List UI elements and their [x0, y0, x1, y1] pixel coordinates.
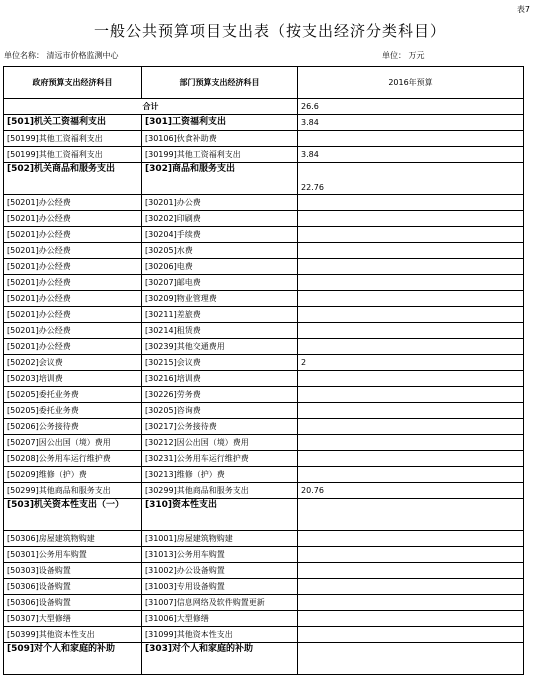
total-value: 26.6 — [298, 99, 524, 115]
dept-cell: [30204]手续费 — [142, 227, 298, 243]
dept-cell: [30205]水费 — [142, 243, 298, 259]
table-row — [4, 499, 524, 531]
dept-cell: [30212]因公出国（境）费用 — [142, 435, 298, 451]
value-cell — [298, 275, 524, 291]
gov-cell: [503]机关资本性支出（一） — [4, 499, 142, 531]
value-cell — [298, 387, 524, 403]
gov-cell: [501]机关工资福利支出 — [4, 115, 142, 131]
gov-cell: [50306]设备购置 — [4, 595, 142, 611]
gov-cell: [50201]办公经费 — [4, 339, 142, 355]
table-row — [4, 371, 524, 387]
value-cell — [298, 339, 524, 355]
gov-cell: [50201]办公经费 — [4, 243, 142, 259]
dept-cell: [30213]维修（护）费 — [142, 467, 298, 483]
dept-cell: [30209]物业管理费 — [142, 291, 298, 307]
gov-cell: [50199]其他工资福利支出 — [4, 147, 142, 163]
gov-cell: [50202]会议费 — [4, 355, 142, 371]
table-row — [4, 147, 524, 163]
table-row — [4, 291, 524, 307]
value-cell — [298, 195, 524, 211]
value-cell: 3.84 — [298, 147, 524, 163]
gov-cell: [50208]公务用车运行维护费 — [4, 451, 142, 467]
table-row — [4, 547, 524, 563]
dept-cell: [301]工资福利支出 — [142, 115, 298, 131]
table-row — [4, 563, 524, 579]
dept-cell: [31006]大型修缮 — [142, 611, 298, 627]
dept-cell: [30226]劳务费 — [142, 387, 298, 403]
value-cell — [298, 435, 524, 451]
gov-cell: [50201]办公经费 — [4, 291, 142, 307]
value-cell — [298, 499, 524, 531]
gov-cell: [50207]因公出国（境）费用 — [4, 435, 142, 451]
value-cell: 2 — [298, 355, 524, 371]
value-cell: 20.76 — [298, 483, 524, 499]
table-row — [4, 483, 524, 499]
value-cell — [298, 643, 524, 675]
total-label: 合计 — [4, 99, 298, 115]
value-cell — [298, 227, 524, 243]
gov-cell: [50206]公务接待费 — [4, 419, 142, 435]
table-row — [4, 243, 524, 259]
gov-cell: [50201]办公经费 — [4, 211, 142, 227]
gov-cell: [50399]其他资本性支出 — [4, 627, 142, 643]
table-row — [4, 275, 524, 291]
page-title: 一般公共预算项目支出表（按支出经济分类科目） — [93, 22, 446, 40]
table-row — [4, 419, 524, 435]
column-header-gov: 政府预算支出经济科目 — [4, 67, 142, 99]
expenditure-table — [3, 66, 524, 675]
gov-cell: [50205]委托业务费 — [4, 387, 142, 403]
table-row — [4, 323, 524, 339]
dept-cell: [31099]其他资本性支出 — [142, 627, 298, 643]
gov-cell: [50205]委托业务费 — [4, 403, 142, 419]
table-header-row — [4, 67, 524, 99]
table-row — [4, 579, 524, 595]
gov-cell: [50307]大型修缮 — [4, 611, 142, 627]
value-cell — [298, 371, 524, 387]
value-cell — [298, 243, 524, 259]
dept-cell: [30199]其他工资福利支出 — [142, 147, 298, 163]
value-cell — [298, 291, 524, 307]
gov-cell: [50209]维修（护）费 — [4, 467, 142, 483]
unit-label: 单位： 万元 — [382, 51, 425, 60]
value-cell — [298, 403, 524, 419]
gov-cell: [502]机关商品和服务支出 — [4, 163, 142, 195]
gov-cell: [50201]办公经费 — [4, 275, 142, 291]
value-cell — [298, 259, 524, 275]
total-row — [4, 99, 524, 115]
value-cell — [298, 547, 524, 563]
dept-cell: [303]对个人和家庭的补助 — [142, 643, 298, 675]
dept-cell: [30214]租赁费 — [142, 323, 298, 339]
value-cell — [298, 467, 524, 483]
dept-cell: [310]资本性支出 — [142, 499, 298, 531]
value-cell: 3.84 — [298, 115, 524, 131]
table-row — [4, 451, 524, 467]
dept-cell: [30239]其他交通费用 — [142, 339, 298, 355]
dept-cell: [30207]邮电费 — [142, 275, 298, 291]
value-cell: 22.76 — [298, 163, 524, 195]
table-row — [4, 307, 524, 323]
value-cell — [298, 627, 524, 643]
value-cell — [298, 419, 524, 435]
unit-name: 单位名称： 清远市价格监测中心 — [4, 51, 119, 60]
value-cell — [298, 531, 524, 547]
table-row — [4, 131, 524, 147]
dept-cell: [30106]伙食补助费 — [142, 131, 298, 147]
dept-cell: [30202]印刷费 — [142, 211, 298, 227]
gov-cell: [50303]设备购置 — [4, 563, 142, 579]
table-row — [4, 627, 524, 643]
dept-cell: [30211]差旅费 — [142, 307, 298, 323]
table-number: 表7 — [516, 5, 530, 14]
table-row — [4, 115, 524, 131]
dept-cell: [31002]办公设备购置 — [142, 563, 298, 579]
dept-cell: [30216]培训费 — [142, 371, 298, 387]
value-cell — [298, 563, 524, 579]
dept-cell: [30217]公务接待费 — [142, 419, 298, 435]
gov-cell: [50306]设备购置 — [4, 579, 142, 595]
table-row — [4, 595, 524, 611]
table-row — [4, 435, 524, 451]
table-row — [4, 467, 524, 483]
gov-cell: [50203]培训费 — [4, 371, 142, 387]
dept-cell: [31007]信息网络及软件购置更新 — [142, 595, 298, 611]
gov-cell: [50299]其他商品和服务支出 — [4, 483, 142, 499]
dept-cell: [302]商品和服务支出 — [142, 163, 298, 195]
dept-cell: [31003]专用设备购置 — [142, 579, 298, 595]
table-row — [4, 163, 524, 195]
value-cell — [298, 131, 524, 147]
gov-cell: [509]对个人和家庭的补助 — [4, 643, 142, 675]
dept-cell: [30231]公务用车运行维护费 — [142, 451, 298, 467]
dept-cell: [31001]房屋建筑物购建 — [142, 531, 298, 547]
dept-cell: [30205]咨询费 — [142, 403, 298, 419]
dept-cell: [30299]其他商品和服务支出 — [142, 483, 298, 499]
gov-cell: [50201]办公经费 — [4, 307, 142, 323]
table-row — [4, 339, 524, 355]
value-cell — [298, 611, 524, 627]
value-cell — [298, 595, 524, 611]
gov-cell: [50201]办公经费 — [4, 227, 142, 243]
table-row — [4, 403, 524, 419]
gov-cell: [50201]办公经费 — [4, 323, 142, 339]
value-cell — [298, 307, 524, 323]
table-row — [4, 531, 524, 547]
table-row — [4, 643, 524, 675]
dept-cell: [31013]公务用车购置 — [142, 547, 298, 563]
table-row — [4, 611, 524, 627]
value-cell — [298, 451, 524, 467]
table-row — [4, 211, 524, 227]
dept-cell: [30201]办公费 — [142, 195, 298, 211]
table-row — [4, 227, 524, 243]
gov-cell: [50201]办公经费 — [4, 195, 142, 211]
gov-cell: [50301]公务用车购置 — [4, 547, 142, 563]
dept-cell: [30215]会议费 — [142, 355, 298, 371]
table-row — [4, 387, 524, 403]
table-row — [4, 195, 524, 211]
gov-cell: [50201]办公经费 — [4, 259, 142, 275]
table-row — [4, 355, 524, 371]
column-header-dept: 部门预算支出经济科目 — [142, 67, 298, 99]
gov-cell: [50306]房屋建筑物购建 — [4, 531, 142, 547]
value-cell — [298, 323, 524, 339]
value-cell — [298, 211, 524, 227]
column-header-budget: 2016年预算 — [298, 67, 524, 99]
value-cell — [298, 579, 524, 595]
dept-cell: [30206]电费 — [142, 259, 298, 275]
table-row — [4, 259, 524, 275]
gov-cell: [50199]其他工资福利支出 — [4, 131, 142, 147]
